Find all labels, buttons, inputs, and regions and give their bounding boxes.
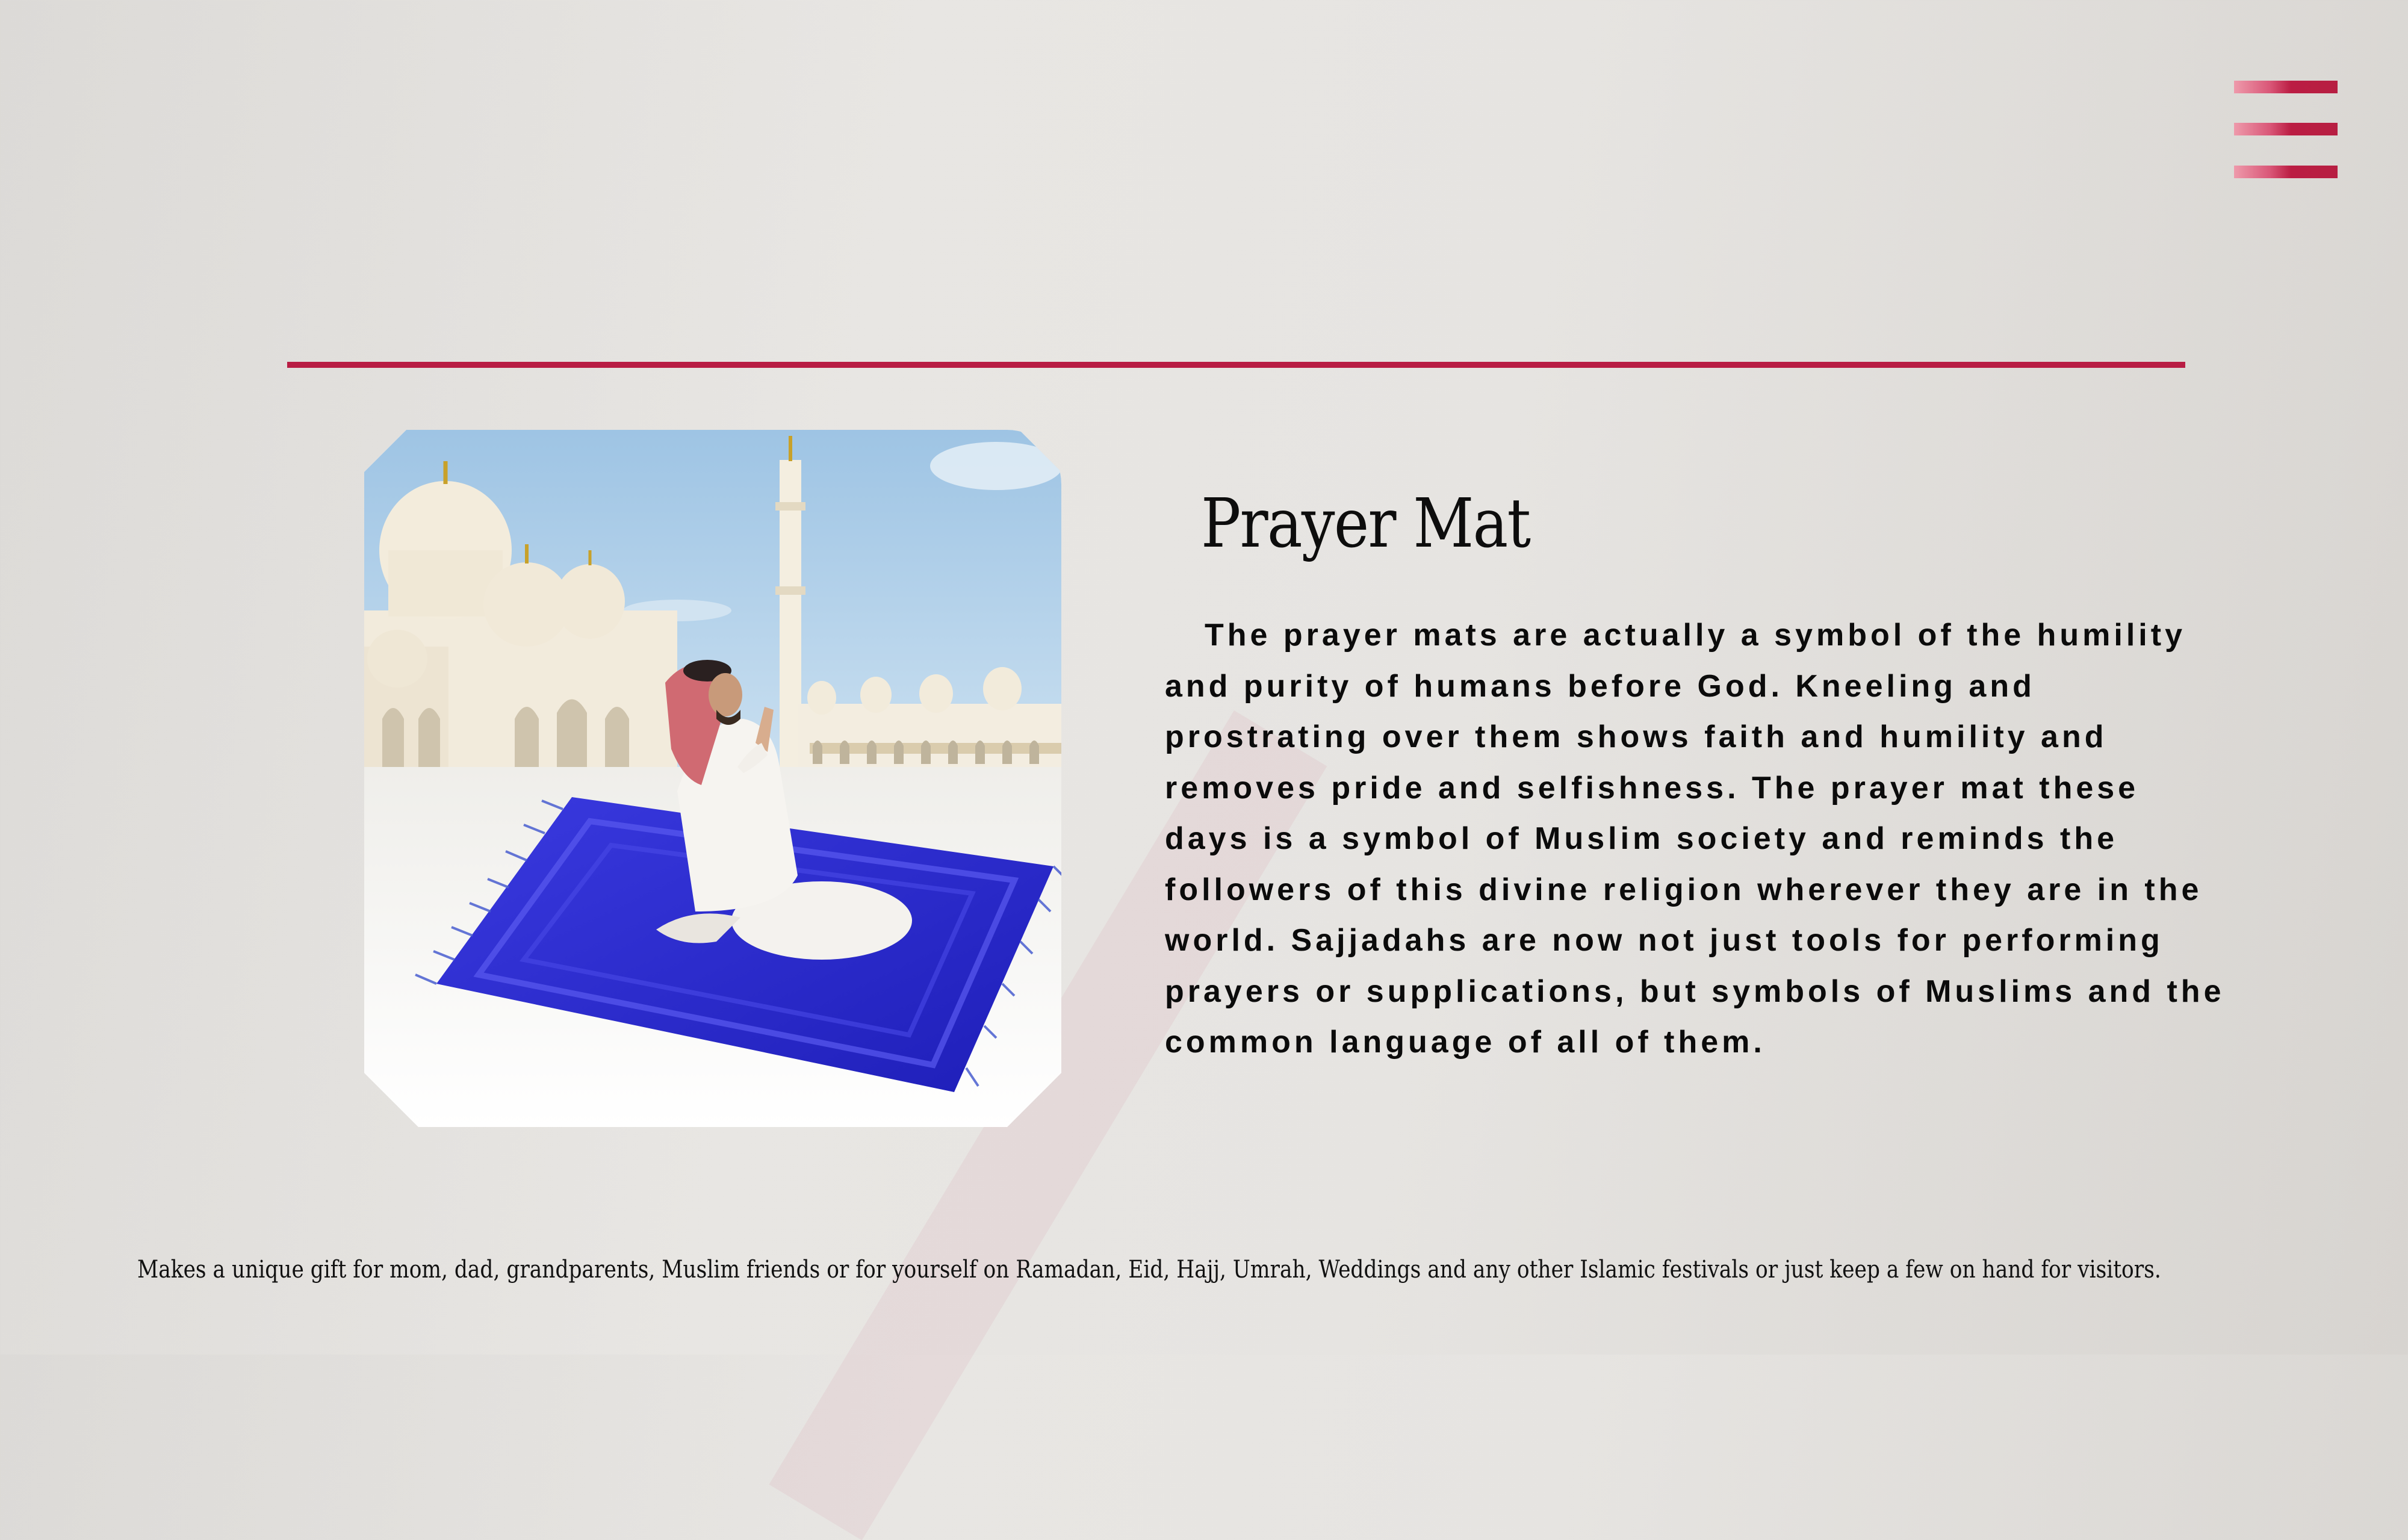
mosque-prayer-illustration xyxy=(364,430,1061,1127)
title-divider-line xyxy=(287,362,2185,368)
hamburger-menu-icon[interactable] xyxy=(2234,81,2338,179)
menu-bar xyxy=(2234,123,2338,135)
menu-bar xyxy=(2234,81,2338,93)
menu-bar xyxy=(2234,166,2338,178)
gift-note: Makes a unique gift for mom, dad, grandparents, Muslim friends or for yourself on Ramadan, Eid, Hajj, Umrah, Weddings and any other Islamic festivals or just keep a few on hand for visitors. xyxy=(137,1256,2161,1284)
prayer-mat-photo xyxy=(364,430,1061,1127)
slide-title: Prayer Mat xyxy=(1201,485,1530,563)
description-paragraph: The prayer mats are actually a symbol of the humility and purity of humans before God. Kneeling and prostrating over them shows faith and humility and removes pride and selfishness. The prayer mat these days is a symbol of Muslim society and reminds the followers of this divine religion wherever they are in the world. Sajjadahs are now not just tools for performing prayers or supplications, but symbols of Muslims and the common language of all of them. xyxy=(1165,618,2225,1060)
